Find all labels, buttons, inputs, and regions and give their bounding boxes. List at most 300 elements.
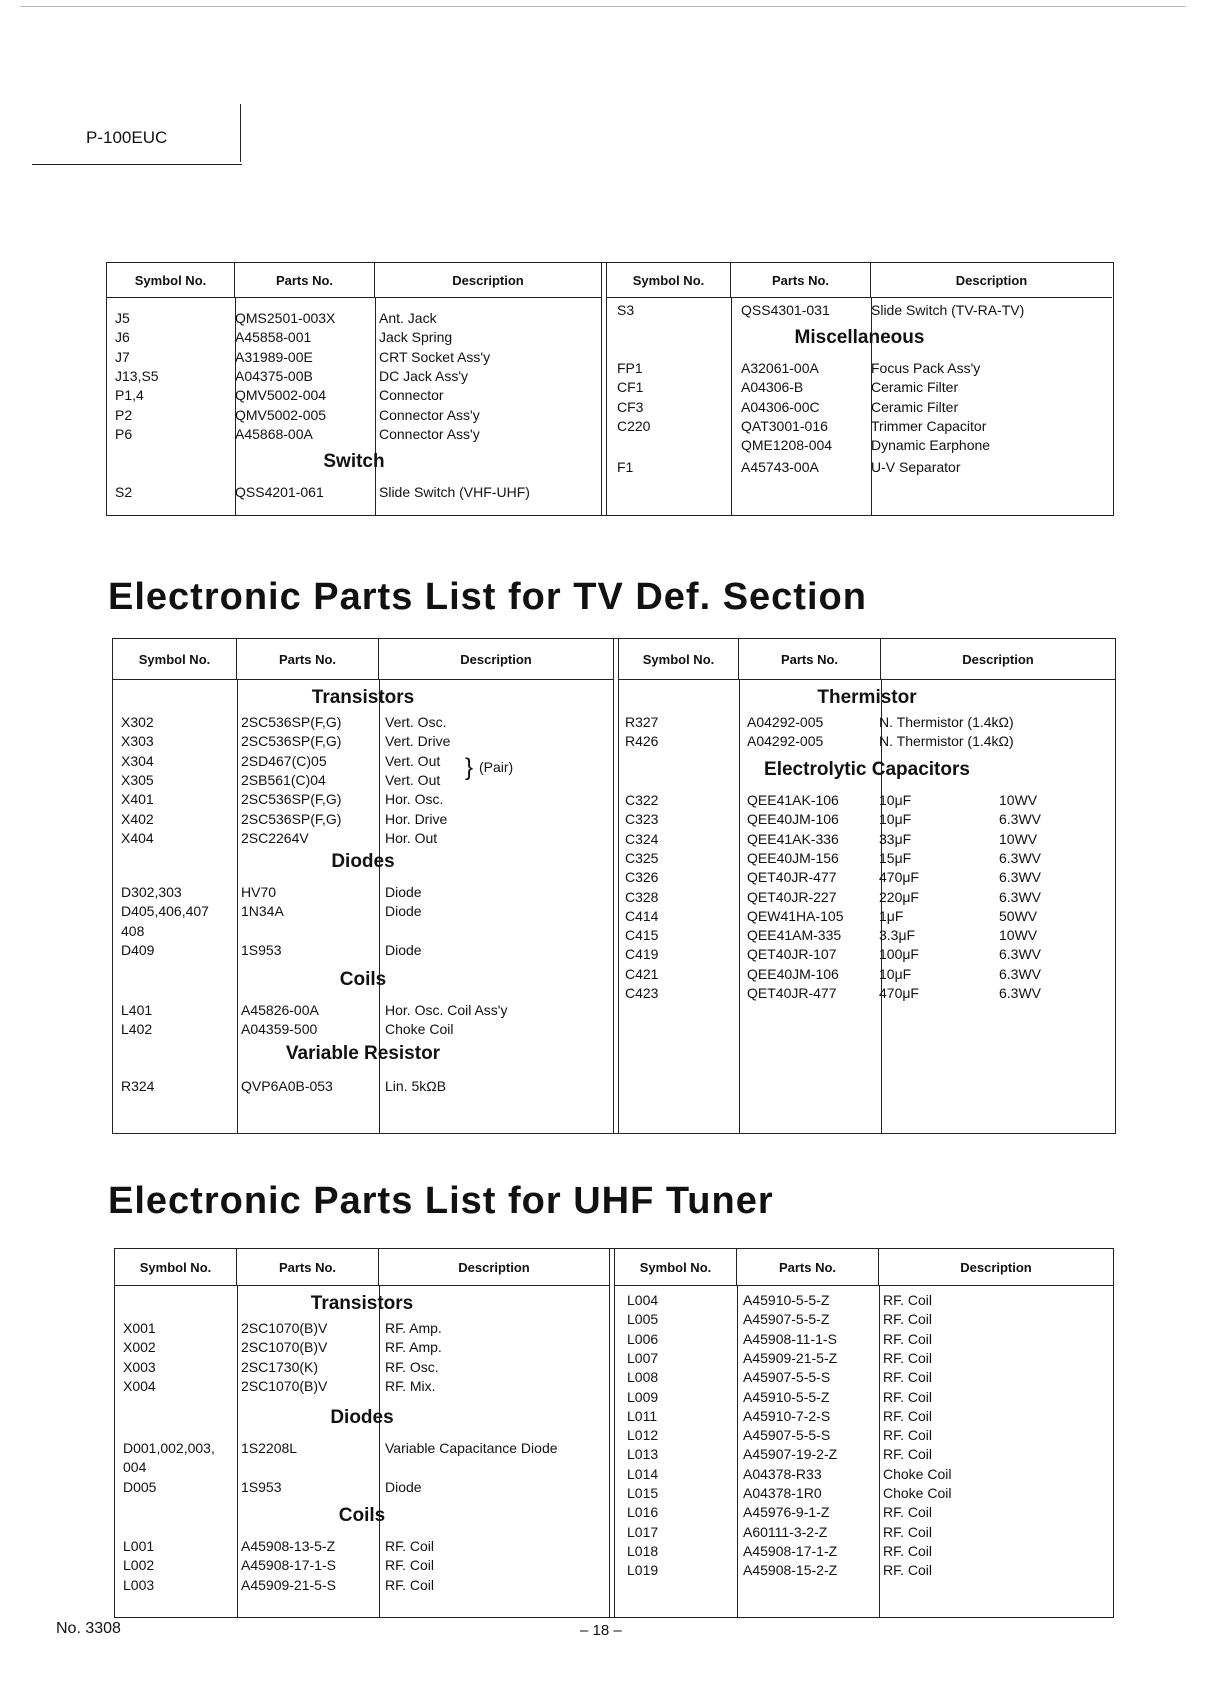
def-section-title: Electronic Parts List for TV Def. Section xyxy=(108,576,867,618)
part-number-cell: A60111-3-2-Z xyxy=(743,1523,828,1540)
table-row xyxy=(619,849,1115,868)
part-number-cell: QEE41AK-336 xyxy=(747,830,839,847)
symbol-cell: R327 xyxy=(625,714,659,730)
part-number-cell: A04306-00C xyxy=(741,398,820,415)
table-row xyxy=(113,1020,613,1039)
symbol-cell: P1,4 xyxy=(115,387,144,404)
part-number-cell: 2SB561(C)04 xyxy=(241,771,326,788)
table-half xyxy=(115,1249,609,1617)
description-cell: DC Jack Ass'y xyxy=(379,367,469,384)
symbol-cell: J13,S5 xyxy=(115,367,159,384)
description-cell: Slide Switch (TV-RA-TV) xyxy=(871,302,1025,318)
table-row xyxy=(615,1542,1113,1561)
table-row xyxy=(113,883,613,902)
voltage-cell: 50WV xyxy=(999,907,1038,924)
symbol-cell: P6 xyxy=(115,425,133,442)
part-number-cell: QEE41AM-335 xyxy=(747,927,842,944)
voltage-cell: 6.3WV xyxy=(999,946,1042,963)
table-row xyxy=(619,984,1115,1003)
voltage-cell: 10WV xyxy=(999,792,1038,808)
section-coils: Coils xyxy=(338,1505,386,1526)
description-cell: Focus Pack Ass'y xyxy=(871,360,981,376)
part-number-cell: A45976-9-1-Z xyxy=(743,1504,830,1521)
parts-table-uhf xyxy=(114,1248,1114,1618)
part-number-cell: QSS4201-061 xyxy=(235,484,324,500)
part-number-cell: A45908-13-5-Z xyxy=(241,1538,336,1554)
symbol-cell: J7 xyxy=(115,348,130,365)
header-parts: Parts No. xyxy=(235,263,375,297)
table-row xyxy=(615,1310,1113,1329)
table-body xyxy=(113,679,613,1133)
description-cell: Ceramic Filter xyxy=(871,379,959,396)
table-half xyxy=(615,1249,1113,1617)
description-cell: Ant. Jack xyxy=(379,310,437,326)
table-row xyxy=(615,1330,1113,1349)
table-row xyxy=(107,483,601,502)
description-cell: 470μF xyxy=(879,985,919,1001)
symbol-cell: X003 xyxy=(123,1358,156,1375)
description-cell: RF. Osc. xyxy=(385,1358,439,1375)
header-symbol: Symbol No. xyxy=(115,1249,237,1285)
symbol-cell: C414 xyxy=(625,907,659,924)
table-row xyxy=(107,406,601,425)
part-number-cell: A45868-00A xyxy=(235,425,313,442)
table-row xyxy=(607,417,1112,436)
table-row xyxy=(115,1556,609,1575)
table-row xyxy=(115,1439,609,1458)
voltage-cell: 6.3WV xyxy=(999,849,1042,866)
symbol-cell: L019 xyxy=(627,1562,659,1579)
part-number-cell: QEE40JM-156 xyxy=(747,849,839,866)
description-cell: RF. Coil xyxy=(883,1407,933,1424)
symbol-cell: L005 xyxy=(627,1311,659,1328)
description-cell: RF. Amp. xyxy=(385,1320,442,1336)
table-row xyxy=(615,1349,1113,1368)
part-number-cell: A04306-B xyxy=(741,379,804,396)
part-number-cell: QAT3001-016 xyxy=(741,417,828,434)
symbol-cell: D001,002,003, xyxy=(123,1440,215,1456)
description-cell: RF. Coil xyxy=(883,1349,933,1366)
description-cell: RF. Coil xyxy=(883,1504,933,1521)
description-cell: Hor. Osc. xyxy=(385,791,444,808)
part-number-cell: QET40JR-477 xyxy=(747,985,837,1001)
description-cell: Hor. Drive xyxy=(385,810,448,827)
header-parts: Parts No. xyxy=(739,639,881,679)
header-description: Description xyxy=(460,651,532,667)
symbol-cell: L009 xyxy=(627,1388,659,1405)
voltage-cell: 10WV xyxy=(999,830,1038,847)
table-row xyxy=(619,713,1115,732)
table-row xyxy=(113,829,613,848)
model-box-line xyxy=(32,164,242,165)
table-header xyxy=(113,639,613,680)
part-number-cell: 2SC536SP(F,G) xyxy=(241,791,342,808)
table-row xyxy=(115,1358,609,1377)
section-coils: Coils xyxy=(339,969,387,990)
symbol-cell: L016 xyxy=(627,1504,659,1521)
description-cell: RF. Coil xyxy=(385,1538,435,1554)
part-number-cell: 1N34A xyxy=(241,903,284,920)
table-row xyxy=(619,732,1115,751)
symbol-cell: L013 xyxy=(627,1446,659,1463)
header-description: Description xyxy=(955,272,1028,288)
description-cell: RF. Mix. xyxy=(385,1377,436,1394)
symbol-cell: X302 xyxy=(121,714,154,730)
part-number-cell: 2SD467(C)05 xyxy=(241,752,327,769)
symbol-cell: 408 xyxy=(121,922,145,939)
part-number-cell: A45858-001 xyxy=(235,329,312,346)
part-number-cell: QEE40JM-106 xyxy=(747,811,839,828)
description-cell: Connector Ass'y xyxy=(379,406,480,423)
symbol-cell: X001 xyxy=(123,1320,156,1336)
table-row xyxy=(113,790,613,809)
parts-table-def xyxy=(112,638,1116,1134)
voltage-cell: 6.3WV xyxy=(999,869,1042,886)
part-number-cell: QET40JR-107 xyxy=(747,946,837,963)
description-cell: 10μF xyxy=(879,965,912,982)
symbol-cell: X303 xyxy=(121,733,154,750)
description-cell: Vert. Osc. xyxy=(385,714,447,730)
part-number-cell: 2SC1070(B)V xyxy=(241,1339,328,1356)
description-cell: CRT Socket Ass'y xyxy=(379,348,491,365)
table-row xyxy=(607,458,1112,477)
part-number-cell: A04292-005 xyxy=(747,733,824,750)
part-number-cell: A04359-500 xyxy=(241,1021,318,1038)
symbol-cell: X401 xyxy=(121,791,154,808)
table-header xyxy=(607,263,1112,298)
section-diodes: Diodes xyxy=(331,851,395,872)
table-body xyxy=(115,1285,609,1617)
description-cell: RF. Coil xyxy=(883,1388,933,1405)
part-number-cell: A45907-19-2-Z xyxy=(743,1446,838,1463)
part-number-cell: 2SC1070(B)V xyxy=(241,1377,328,1394)
document-number: No. 3308 xyxy=(56,1620,121,1637)
table-row xyxy=(113,713,613,732)
table-row xyxy=(615,1561,1113,1580)
part-number-cell: 2SC536SP(F,G) xyxy=(241,714,342,730)
description-cell: RF. Coil xyxy=(883,1523,933,1540)
description-cell: Diode xyxy=(385,1478,422,1495)
header-symbol: Symbol No. xyxy=(607,263,731,297)
section-transistors: Transistors xyxy=(311,687,415,708)
symbol-cell: X404 xyxy=(121,829,154,846)
section-diodes: Diodes xyxy=(330,1407,394,1428)
symbol-cell: X304 xyxy=(121,752,154,769)
symbol-cell: L002 xyxy=(123,1557,155,1574)
symbol-cell: C324 xyxy=(625,830,659,847)
header-description: Description xyxy=(458,1259,530,1275)
table-row xyxy=(113,752,613,771)
table-row xyxy=(615,1291,1113,1310)
part-number-cell: A45909-21-5-Z xyxy=(743,1349,838,1366)
part-number-cell: QEE40JM-106 xyxy=(747,965,839,982)
symbol-cell: FP1 xyxy=(617,360,643,376)
description-cell: RF. Coil xyxy=(385,1576,435,1593)
description-cell: Trimmer Capacitor xyxy=(871,417,987,434)
description-cell: 1μF xyxy=(879,907,904,924)
table-row xyxy=(607,301,1112,320)
table-row xyxy=(107,348,601,367)
symbol-cell: L012 xyxy=(627,1427,659,1444)
table-row xyxy=(115,1478,609,1497)
symbol-cell: L001 xyxy=(123,1538,155,1554)
symbol-cell: D302,303 xyxy=(121,884,182,900)
description-cell: Vert. Out xyxy=(385,752,441,769)
table-header xyxy=(619,639,1115,680)
description-cell: RF. Coil xyxy=(883,1330,933,1347)
table-row xyxy=(107,328,601,347)
part-number-cell: 1S953 xyxy=(241,941,282,958)
table-row xyxy=(107,309,601,328)
table-header xyxy=(107,263,601,298)
part-number-cell: A04378-1R0 xyxy=(743,1485,822,1501)
part-number-cell: A45910-5-5-Z xyxy=(743,1292,830,1308)
table-row xyxy=(115,1537,609,1556)
part-number-cell: A45908-11-1-S xyxy=(743,1330,837,1347)
table-row xyxy=(619,830,1115,849)
description-cell: RF. Coil xyxy=(883,1446,933,1463)
section-thermistor: Thermistor xyxy=(817,687,917,708)
part-number-cell: A32061-00A xyxy=(741,360,819,376)
part-number-cell: 2SC1730(K) xyxy=(241,1358,319,1375)
symbol-cell: C421 xyxy=(625,965,659,982)
voltage-cell: 6.3WV xyxy=(999,811,1042,828)
symbol-cell: C328 xyxy=(625,888,659,905)
table-row xyxy=(619,868,1115,887)
symbol-cell: L007 xyxy=(627,1349,659,1366)
description-cell: 3.3μF xyxy=(879,927,916,944)
section-variable-resistor: Variable Resistor xyxy=(285,1043,441,1064)
part-number-cell: QET40JR-477 xyxy=(747,869,837,886)
table-row xyxy=(619,810,1115,829)
symbol-cell: R426 xyxy=(625,733,659,750)
symbol-cell: D005 xyxy=(123,1478,157,1495)
symbol-cell: 004 xyxy=(123,1459,147,1476)
symbol-cell: X402 xyxy=(121,810,154,827)
part-number-cell: A45743-00A xyxy=(741,458,819,475)
description-cell: RF. Coil xyxy=(883,1542,933,1559)
description-cell: RF. Coil xyxy=(883,1427,933,1444)
table-row xyxy=(113,771,613,790)
symbol-cell: C220 xyxy=(617,417,651,434)
table-half xyxy=(107,263,601,515)
table-row xyxy=(619,945,1115,964)
table-row xyxy=(615,1426,1113,1445)
part-number-cell: A45908-17-1-Z xyxy=(743,1542,838,1559)
header-symbol: Symbol No. xyxy=(619,639,739,679)
table-body xyxy=(619,679,1115,1133)
part-number-cell: 2SC2264V xyxy=(241,829,309,846)
header-parts: Parts No. xyxy=(731,263,871,297)
part-number-cell: A45910-5-5-Z xyxy=(743,1388,830,1405)
symbol-cell: L018 xyxy=(627,1542,659,1559)
model-box-line xyxy=(240,104,241,162)
description-cell: Diode xyxy=(385,884,422,900)
table-body xyxy=(107,297,601,515)
symbol-cell: L014 xyxy=(627,1465,659,1482)
table-body xyxy=(607,297,1112,515)
table-row xyxy=(615,1388,1113,1407)
part-number-cell: A45908-15-2-Z xyxy=(743,1562,838,1579)
table-header xyxy=(615,1249,1113,1286)
symbol-cell: D409 xyxy=(121,941,155,958)
description-cell: 10μF xyxy=(879,811,912,828)
table-row xyxy=(615,1407,1113,1426)
symbol-cell: L401 xyxy=(121,1002,153,1018)
table-half xyxy=(619,639,1115,1133)
part-number-cell: QEE41AK-106 xyxy=(747,792,839,808)
symbol-cell: C415 xyxy=(625,927,659,944)
symbol-cell: L003 xyxy=(123,1576,155,1593)
pair-brace: } xyxy=(465,754,474,781)
part-number-cell: HV70 xyxy=(241,884,277,900)
symbol-cell: C325 xyxy=(625,849,659,866)
symbol-cell: P2 xyxy=(115,406,133,423)
description-cell: RF. Coil xyxy=(883,1311,933,1328)
symbol-cell: D405,406,407 xyxy=(121,903,209,920)
description-cell: Connector Ass'y xyxy=(379,425,480,442)
symbol-cell: L011 xyxy=(627,1407,658,1424)
symbol-cell: CF1 xyxy=(617,379,644,396)
description-cell: RF. Amp. xyxy=(385,1339,442,1356)
symbol-cell: L402 xyxy=(121,1021,153,1038)
part-number-cell: A45826-00A xyxy=(241,1002,319,1018)
description-cell: 100μF xyxy=(879,946,919,963)
uhf-tuner-title: Electronic Parts List for UHF Tuner xyxy=(108,1180,774,1222)
header-description: Description xyxy=(962,651,1034,667)
table-row xyxy=(115,1338,609,1357)
page-top-rule xyxy=(20,6,1186,7)
part-number-cell: 2SC536SP(F,G) xyxy=(241,733,342,750)
symbol-cell: L008 xyxy=(627,1369,659,1386)
section-switch: Switch xyxy=(323,451,385,472)
table-row xyxy=(619,907,1115,926)
description-cell: Diode xyxy=(385,941,422,958)
description-cell: Connector xyxy=(379,387,444,404)
description-cell: RF. Coil xyxy=(883,1292,933,1308)
section-transistors: Transistors xyxy=(310,1293,414,1314)
part-number-cell: A45907-5-5-Z xyxy=(743,1311,830,1328)
part-number-cell: QME1208-004 xyxy=(741,437,833,454)
part-number-cell: A31989-00E xyxy=(235,348,313,365)
table-row xyxy=(113,922,613,941)
symbol-cell: C323 xyxy=(625,811,659,828)
description-cell: 470μF xyxy=(879,869,919,886)
header-symbol: Symbol No. xyxy=(107,263,235,297)
table-half xyxy=(607,263,1112,515)
table-row xyxy=(115,1576,609,1595)
part-number-cell: A45907-5-5-S xyxy=(743,1369,831,1386)
description-cell: 33μF xyxy=(879,830,912,847)
table-row xyxy=(113,902,613,921)
part-number-cell: 2SC1070(B)V xyxy=(241,1320,328,1336)
description-cell: Vert. Drive xyxy=(385,733,451,750)
part-number-cell: QMV5002-004 xyxy=(235,387,327,404)
part-number-cell: 1S2208L xyxy=(241,1440,298,1456)
description-cell: Jack Spring xyxy=(379,329,453,346)
part-number-cell: QEW41HA-105 xyxy=(747,907,844,924)
part-number-cell: 2SC536SP(F,G) xyxy=(241,810,342,827)
description-cell: Choke Coil xyxy=(883,1485,952,1501)
description-cell: N. Thermistor (1.4kΩ) xyxy=(879,733,1014,750)
header-parts: Parts No. xyxy=(237,639,379,679)
description-cell: Variable Capacitance Diode xyxy=(385,1440,558,1456)
table-row xyxy=(107,386,601,405)
description-cell: Hor. Out xyxy=(385,829,438,846)
description-cell: 10μF xyxy=(879,792,912,808)
table-row xyxy=(113,1077,613,1096)
description-cell: RF. Coil xyxy=(385,1557,435,1574)
table-row xyxy=(107,367,601,386)
part-number-cell: 1S953 xyxy=(241,1478,282,1495)
description-cell: Ceramic Filter xyxy=(871,398,959,415)
description-cell: N. Thermistor (1.4kΩ) xyxy=(879,714,1014,730)
table-row xyxy=(115,1458,609,1477)
symbol-cell: C322 xyxy=(625,792,659,808)
header-description: Description xyxy=(960,1259,1032,1275)
table-row xyxy=(615,1523,1113,1542)
part-number-cell: A45909-21-5-S xyxy=(241,1576,336,1593)
description-cell: Diode xyxy=(385,903,422,920)
table-row xyxy=(607,378,1112,397)
symbol-cell: X002 xyxy=(123,1339,156,1356)
description-cell: Hor. Osc. Coil Ass'y xyxy=(385,1002,508,1018)
description-cell: U-V Separator xyxy=(871,458,961,475)
part-number-cell: QET40JR-227 xyxy=(747,888,837,905)
symbol-cell: J6 xyxy=(115,329,130,346)
table-row xyxy=(619,888,1115,907)
symbol-cell: C423 xyxy=(625,985,659,1001)
table-row xyxy=(107,425,601,444)
part-number-cell: A45908-17-1-S xyxy=(241,1557,336,1574)
symbol-cell: L015 xyxy=(627,1485,659,1501)
table-row xyxy=(607,398,1112,417)
table-row xyxy=(115,1377,609,1396)
part-number-cell: A45907-5-5-S xyxy=(743,1427,831,1444)
parts-table-misc xyxy=(106,262,1114,516)
header-parts: Parts No. xyxy=(237,1249,379,1285)
description-cell: Lin. 5kΩB xyxy=(385,1078,447,1094)
table-row xyxy=(615,1484,1113,1503)
voltage-cell: 6.3WV xyxy=(999,985,1042,1001)
symbol-cell: X004 xyxy=(123,1377,156,1394)
table-half xyxy=(113,639,613,1133)
description-cell: 15μF xyxy=(879,849,912,866)
symbol-cell: C419 xyxy=(625,946,659,963)
table-row xyxy=(615,1445,1113,1464)
section-miscellaneous: Miscellaneous xyxy=(794,327,925,348)
symbol-cell: S3 xyxy=(617,302,635,318)
table-row xyxy=(607,436,1112,455)
table-row xyxy=(619,791,1115,810)
description-cell: Slide Switch (VHF-UHF) xyxy=(379,484,530,500)
table-row xyxy=(113,1001,613,1020)
table-row xyxy=(115,1319,609,1338)
symbol-cell: CF3 xyxy=(617,398,644,415)
part-number-cell: A45910-7-2-S xyxy=(743,1407,831,1424)
description-cell: RF. Coil xyxy=(883,1562,933,1579)
symbol-cell: S2 xyxy=(115,484,133,500)
header-parts: Parts No. xyxy=(737,1249,879,1285)
table-row xyxy=(607,359,1112,378)
section-electrolytic-capacitors: Electrolytic Capacitors xyxy=(764,759,970,780)
part-number-cell: A04375-00B xyxy=(235,367,313,384)
description-cell: 220μF xyxy=(879,888,919,905)
table-row xyxy=(615,1465,1113,1484)
table-row xyxy=(619,965,1115,984)
header-description: Description xyxy=(452,272,524,288)
part-number-cell: A04292-005 xyxy=(747,714,824,730)
